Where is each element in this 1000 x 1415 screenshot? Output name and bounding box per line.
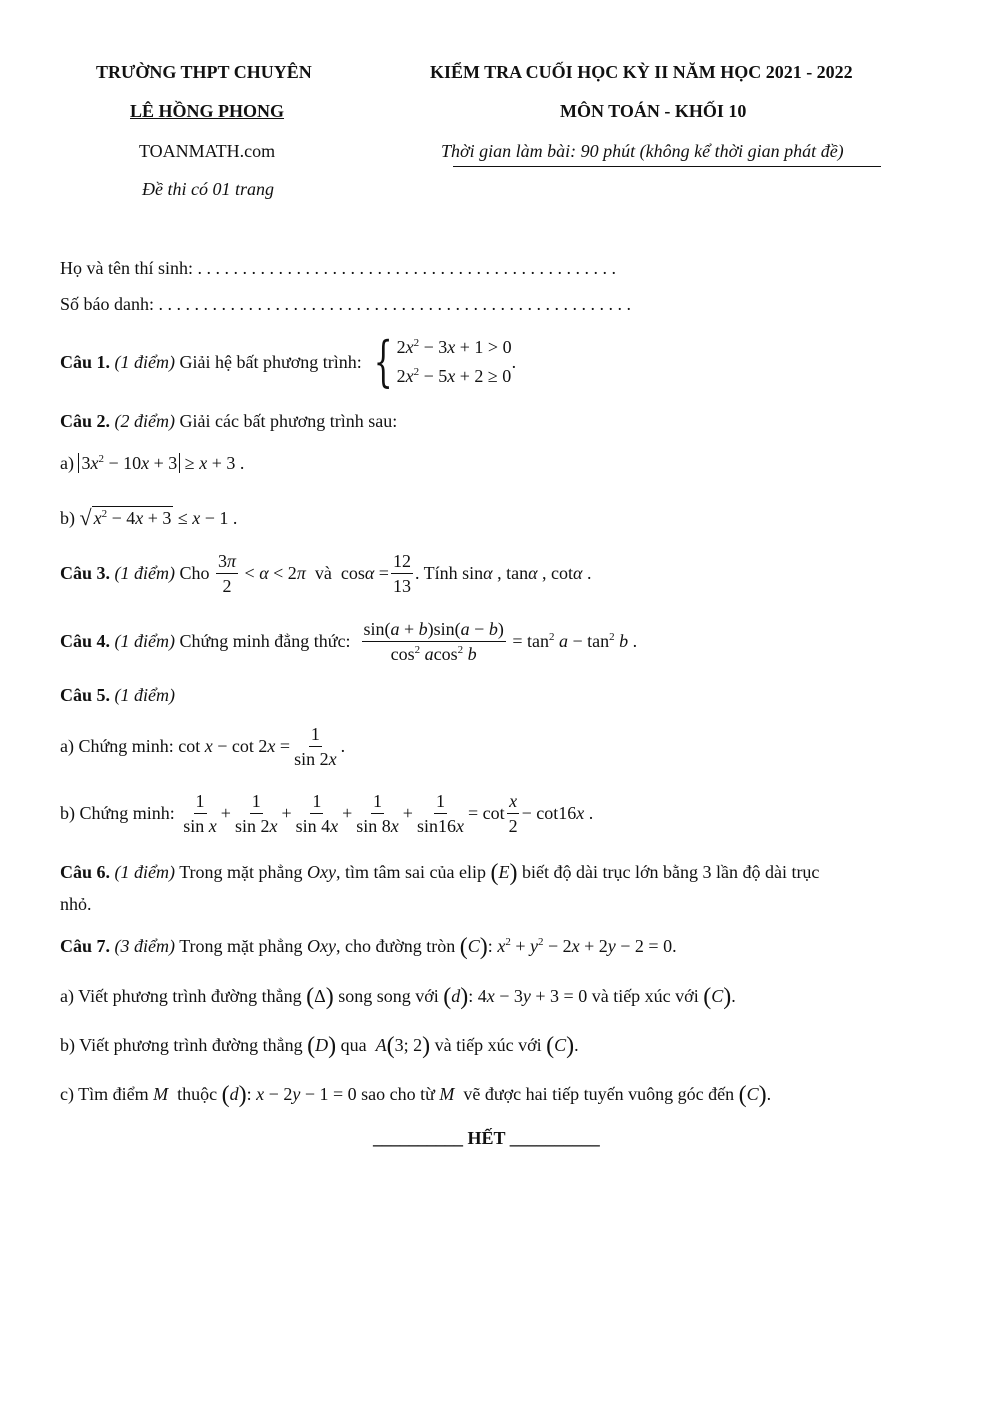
question-3: Câu 3. (1 điểm) Cho $\frac{3\pi}{2}$ < α < 2π và cosα = $\frac{12}{13}$ . Tính sinα , tanα , cotα . [60,551,592,596]
question-5: Câu 5. (1 điểm) [60,685,175,705]
inequality-2a: $3x^2 - 10x + 3 \ge x + 3$ . [78,453,244,473]
end-marker: __________ HẾT __________ [373,1128,600,1148]
candidate-id: Số báo danh: . . . . . . . . . . . . . . . . . . . . . . . . . . . . . . . . . . . . . . . . . . . . . . . . . . . . . [60,294,631,314]
question-7: Câu 7. (3 điểm) Trong mặt phẳng Oxy, cho đường tròn (C): $x^2 + y^2 - 2x + 2y - 2 = 0$. [60,934,677,960]
question-2: Câu 2. (2 điểm) Giải các bất phương trình sau: [60,411,398,431]
pages-note: Đề thi có 01 trang [142,179,274,199]
question-6: Câu 6. (1 điểm) Trong mặt phẳng Oxy, tìm tâm sai của elip (E) biết độ dài trục lớn bằng 3 lần độ dài trục [60,860,820,886]
question-7b: b) Viết phương trình đường thẳng (D) qua A(3; 2) và tiếp xúc với (C). [60,1033,579,1059]
question-2b: b) √ $x^2 - 4x + 3$ ≤ x − 1 . [60,505,238,530]
school-name-line1: TRƯỜNG THPT CHUYÊN [96,62,312,82]
question-1: Câu 1. (1 điểm) Giải hệ bất phương trình: { $2x^2 - 3x + 1 > 0$ $2x^2 - 5x + 2 \ge 0$ . [60,330,517,393]
subject-title: MÔN TOÁN - KHỐI 10 [560,101,747,121]
duration: Thời gian làm bài: 90 phút (không kể thời gian phát đề) [441,141,844,161]
header-rule [453,166,881,167]
exam-title: KIỂM TRA CUỐI HỌC KỲ II NĂM HỌC 2021 - 2022 [430,62,853,82]
question-7a: a) Viết phương trình đường thẳng (Δ) song song với (d): 4x − 3y + 3 = 0 và tiếp xúc với (C). [60,984,736,1010]
school-name-line2: LÊ HỒNG PHONG [130,101,285,121]
question-4: Câu 4. (1 điểm) Chứng minh đẳng thức: $\frac{\sin(a + b)\sin(a - b)}{\cos^2 acos^2 b}$ = $\tan^2 a - \tan^2 b$ . [60,619,638,664]
sqrt-expression: √ $x^2 - 4x + 3$ [79,505,172,530]
question-5b: b) Chứng minh: $\frac{1}{\text{sin x}}$ + $\frac{1}{\sin 2x}$ + $\frac{1}{\sin 4x}$ + $\frac{1}{\sin 8x}$ + $\frac{1}{\sin 16x}$ = cot $\frac{x}{2}$ − cot16x . [60,791,594,836]
candidate-name: Họ và tên thí sinh: . . . . . . . . . . . . . . . . . . . . . . . . . . . . . . . . . . . . . . . . . . . . . . . [60,258,616,278]
circle-equation: (C): $x^2 + y^2 - 2x + 2y - 2 = 0$. [459,934,677,960]
question-5a: a) Chứng minh: cot x − cot 2x = $\frac{1}{\sin 2x}$ . [60,724,346,769]
question-2a: a) $3x^2 - 10x + 3 \ge x + 3$ . [60,453,245,473]
question-6-cont: nhỏ. [60,894,92,914]
site-name: TOANMATH.com [139,141,276,161]
question-7c: c) Tìm điểm M thuộc (d): x − 2y − 1 = 0 sao cho từ M vẽ được hai tiếp tuyến vuông góc đến (C). [60,1082,772,1108]
inequality-system: { $2x^2 - 3x + 1 > 0$ $2x^2 - 5x + 2 \ge 0$ [373,330,512,393]
